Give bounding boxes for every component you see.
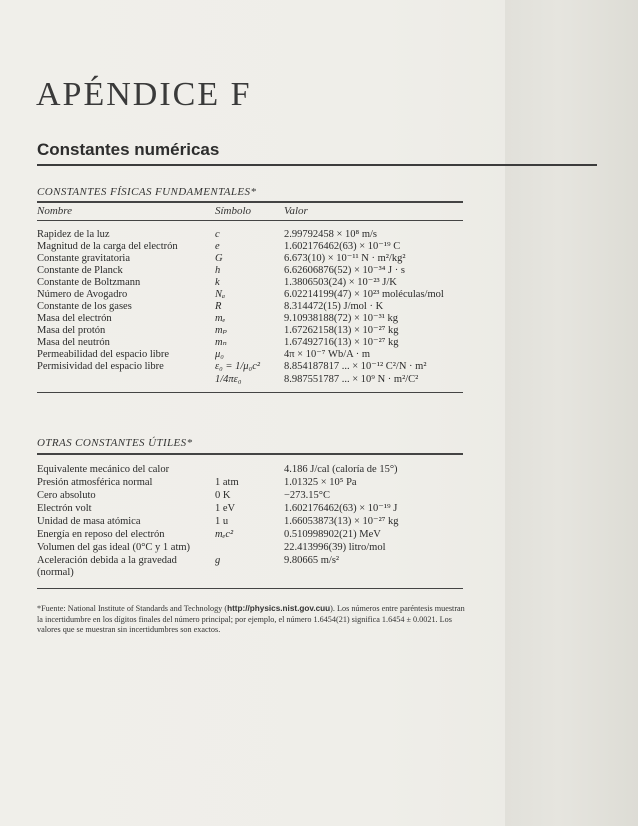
constant-name: Aceleración debida a la gravedad	[37, 555, 177, 566]
fundamental-header-rule	[37, 220, 463, 221]
constant-value: 1.3806503(24) × 10⁻²³ J/K	[284, 277, 397, 288]
constant-name: Permeabilidad del espacio libre	[37, 349, 170, 360]
constant-symbol: e	[215, 241, 220, 252]
footnote-text-after: ). Los números entre paréntesis muestran la incertidumbre en los dígitos finales del número principal; por ejemplo, el número 1.6454(21) significa 1.6454 ± 0.0021. Los valores que se muestran sin incertidumbres son exactos.	[37, 604, 465, 634]
table-row	[37, 337, 467, 349]
constant-value: 6.02214199(47) × 10²³ moléculas/mol	[284, 289, 444, 300]
constant-symbol: G	[215, 253, 223, 264]
constant-value: 6.673(10) × 10⁻¹¹ N · m²/kg²	[284, 253, 406, 264]
column-header-name: Nombre	[37, 205, 73, 217]
constant-value: 8.987551787 ... × 10⁹ N · m²/C²	[284, 374, 419, 385]
constant-value: 1.01325 × 10⁵ Pa	[284, 477, 357, 488]
column-header-value: Valor	[284, 205, 308, 217]
table-row	[37, 477, 467, 489]
constant-value: 1.602176462(63) × 10⁻¹⁹ J	[284, 503, 398, 514]
constant-value: 8.314472(15) J/mol · K	[284, 301, 384, 312]
constant-name: Constante de los gases	[37, 301, 132, 312]
other-bottom-rule	[37, 588, 463, 589]
constant-symbol: mₚ	[215, 325, 227, 336]
constant-name: Magnitud de la carga del electrón	[37, 241, 178, 252]
constant-symbol: mₙ	[215, 337, 227, 348]
table-row	[37, 516, 467, 528]
constant-value: 9.80665 m/s²	[284, 555, 340, 566]
fundamental-bottom-rule	[37, 392, 463, 393]
table-row	[37, 277, 467, 289]
constant-value: 1.66053873(13) × 10⁻²⁷ kg	[284, 516, 399, 527]
table-row	[37, 253, 467, 265]
footnote-text-before: *Fuente: National Institute of Standards and Technology (	[37, 604, 228, 613]
constant-name: (normal)	[37, 567, 74, 578]
table-row	[37, 464, 467, 476]
constant-symbol: mₑc²	[215, 529, 234, 540]
fundamental-table-heading: CONSTANTES FÍSICAS FUNDAMENTALES*	[37, 186, 257, 198]
table-row	[37, 374, 467, 386]
table-row	[37, 229, 467, 241]
constant-value: 0.510998902(21) MeV	[284, 529, 381, 540]
constant-name: Unidad de masa atómica	[37, 516, 141, 527]
table-row	[37, 542, 467, 554]
constant-symbol: mₑ	[215, 313, 226, 324]
table-row	[37, 361, 467, 373]
constant-name: Presión atmosférica normal	[37, 477, 153, 488]
constant-value: 1.602176462(63) × 10⁻¹⁹ C	[284, 241, 401, 252]
table-row	[37, 325, 467, 337]
table-row	[37, 349, 467, 361]
table-row	[37, 301, 467, 313]
constant-name: Equivalente mecánico del calor	[37, 464, 170, 475]
section-title: Constantes numéricas	[37, 140, 220, 159]
constant-value: 1.67262158(13) × 10⁻²⁷ kg	[284, 325, 399, 336]
constant-symbol: ε₀ = 1/μ₀c²	[215, 361, 261, 372]
column-header-symbol: Símbolo	[215, 205, 252, 217]
constant-value: 22.413996(39) litro/mol	[284, 542, 386, 553]
constant-name: Masa del electrón	[37, 313, 112, 324]
constant-name: Permisividad del espacio libre	[37, 361, 164, 372]
constant-symbol: R	[215, 301, 222, 312]
constant-symbol: c	[215, 229, 220, 240]
constant-value: 9.10938188(72) × 10⁻³¹ kg	[284, 313, 399, 324]
table-row	[37, 490, 467, 502]
constant-value: 4.186 J/cal (caloría de 15°)	[284, 464, 398, 475]
page-binding-strip	[505, 0, 638, 826]
constant-name: Energía en reposo del electrón	[37, 529, 165, 540]
table-row	[37, 555, 467, 567]
constant-value: 4π × 10⁻⁷ Wb/A · m	[284, 349, 371, 360]
table-row	[37, 313, 467, 325]
table-row	[37, 567, 467, 579]
source-footnote	[37, 604, 467, 636]
constant-symbol: μ₀	[215, 349, 224, 360]
constant-symbol: k	[215, 277, 220, 288]
constant-symbol: 0 K	[215, 490, 231, 501]
constant-symbol: h	[215, 265, 221, 276]
constant-name: Rapidez de la luz	[37, 229, 110, 240]
fundamental-top-rule	[37, 201, 463, 203]
other-table-heading: OTRAS CONSTANTES ÚTILES*	[37, 437, 193, 449]
constant-name: Constante gravitatoria	[37, 253, 131, 264]
constant-name: Masa del neutrón	[37, 337, 110, 348]
constant-symbol: 1 u	[215, 516, 229, 527]
constant-value: 6.62606876(52) × 10⁻³⁴ J · s	[284, 265, 405, 276]
footnote-source-url: http://physics.nist.gov.cuu	[227, 604, 331, 613]
appendix-title: APÉNDICE F	[36, 76, 252, 113]
constant-value: 8.854187817 ... × 10⁻¹² C²/N · m²	[284, 361, 427, 372]
constant-name: Constante de Boltzmann	[37, 277, 141, 288]
constant-value: 2.99792458 × 10⁸ m/s	[284, 229, 378, 240]
constant-name: Número de Avogadro	[37, 289, 128, 300]
constant-name: Masa del protón	[37, 325, 106, 336]
section-rule	[37, 164, 597, 166]
other-top-rule	[37, 453, 463, 455]
table-row	[37, 241, 467, 253]
constant-symbol: 1/4πε₀	[215, 374, 242, 385]
constant-symbol: g	[215, 555, 221, 566]
table-row	[37, 289, 467, 301]
constant-value: 1.67492716(13) × 10⁻²⁷ kg	[284, 337, 399, 348]
constant-name: Electrón volt	[37, 503, 92, 514]
constant-symbol: 1 atm	[215, 477, 239, 488]
constant-symbol: Nₐ	[215, 289, 226, 300]
constant-name: Constante de Planck	[37, 265, 123, 276]
table-row	[37, 265, 467, 277]
table-row	[37, 529, 467, 541]
constant-name: Cero absoluto	[37, 490, 96, 501]
constant-name: Volumen del gas ideal (0°C y 1 atm)	[37, 542, 191, 553]
constant-value: −273.15°C	[284, 490, 330, 501]
table-row	[37, 503, 467, 515]
constant-symbol: 1 eV	[215, 503, 236, 514]
